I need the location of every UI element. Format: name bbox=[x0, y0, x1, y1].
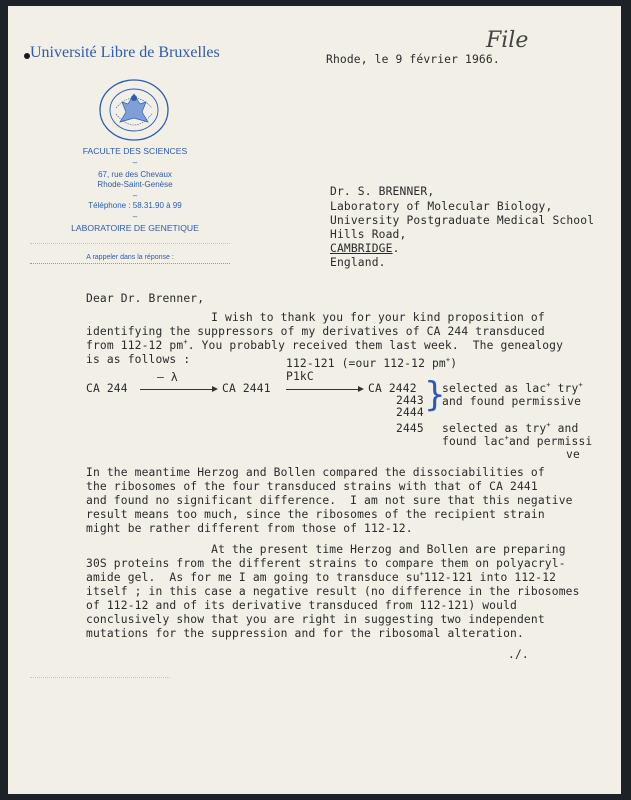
salutation: Dear Dr. Brenner, bbox=[86, 292, 205, 305]
recipient-country: England. bbox=[330, 256, 386, 269]
sup-plus: + bbox=[183, 338, 188, 347]
para3-sup-plus: + bbox=[419, 570, 425, 579]
para2-line3: and found no significant difference. I am not sure that this negative bbox=[86, 494, 573, 507]
recipient-line3: Hills Road, bbox=[330, 228, 407, 241]
handwritten-annotation: File bbox=[486, 28, 529, 53]
para1-line4: is as follows : bbox=[86, 353, 191, 366]
recipient-city-suffix: . bbox=[392, 242, 400, 255]
para2-line2: the ribosomes of the four transduced strains with that of CA 2441 bbox=[86, 480, 538, 493]
gen-sel1-plus2: + bbox=[578, 381, 583, 390]
dash-1: – bbox=[132, 158, 138, 167]
dash-3: – bbox=[132, 212, 138, 221]
gen-sel1-line2: and found permissive bbox=[442, 395, 582, 408]
gen-sel1-b: try bbox=[550, 382, 579, 395]
gen-2444: 2444 bbox=[396, 406, 424, 419]
reminder-line bbox=[30, 263, 230, 264]
gen-sel2-plus1: + bbox=[546, 421, 551, 430]
date-line: Rhode, le 9 février 1966. bbox=[326, 53, 500, 66]
gen-transducer bbox=[286, 357, 457, 370]
gen-p1kc: P1kC bbox=[286, 370, 314, 383]
para2-line1: In the meantime Herzog and Bollen compared the dissociabilities of bbox=[86, 466, 545, 479]
address-street: 67, rue des Chevaux bbox=[98, 170, 172, 179]
para3-line3a: amide gel. As for me I am going to transduce su bbox=[86, 571, 420, 584]
gen-sel1-a: selected as lac bbox=[442, 382, 547, 395]
gen-sel1-line1 bbox=[442, 382, 583, 395]
gen-ca2441: CA 2441 bbox=[222, 382, 271, 395]
gen-sel2-plus2: + bbox=[504, 434, 509, 443]
para3-line5: of 112-12 and of its derivative transduced from 112-121) would bbox=[86, 599, 517, 612]
para3-line3 bbox=[86, 571, 556, 584]
gen-2443: 2443 bbox=[396, 394, 424, 407]
recipient-line1: Laboratory of Molecular Biology, bbox=[330, 200, 553, 213]
university-seal bbox=[96, 78, 172, 147]
dash-2: – bbox=[132, 191, 138, 200]
gen-ca244: CA 244 bbox=[86, 382, 128, 395]
para1-line1: I wish to thank you for your kind proposition of bbox=[86, 311, 545, 324]
para2-line5: might be rather different from those of 112-12. bbox=[86, 522, 413, 535]
footer-dotted-rule bbox=[30, 677, 170, 678]
gen-sel2-line3: ve bbox=[566, 448, 580, 461]
gen-sel2-c: found lac bbox=[442, 435, 505, 448]
para1-line2: identifying the suppressors of my derivatives of CA 244 transduced bbox=[86, 325, 545, 338]
para1-line3a: from 112-12 pm bbox=[86, 339, 184, 352]
gen-ca2442: CA 2442 bbox=[368, 382, 417, 395]
recipient-city: CAMBRIDGE bbox=[330, 242, 393, 255]
gen-sel2-d: and permissi bbox=[508, 435, 593, 448]
continuation-mark: ./. bbox=[508, 648, 529, 661]
para1-line3 bbox=[86, 339, 563, 352]
faculty-name: FACULTE DES SCIENCES bbox=[82, 146, 188, 156]
gen-sel1-plus1: + bbox=[546, 381, 551, 390]
recipient-city-line bbox=[330, 242, 400, 255]
recipient-line2: University Postgraduate Medical School bbox=[330, 214, 595, 227]
gen-transducer-a: 112-121 (=our 112-12 pm bbox=[286, 357, 446, 370]
gen-minus-lambda: – λ bbox=[157, 371, 178, 384]
arrow-2 bbox=[286, 389, 362, 390]
reminder-label: A rappeler dans la réponse : bbox=[86, 254, 174, 261]
gen-transducer-plus: + bbox=[445, 356, 451, 365]
address-city: Rhode-Saint-Genèse bbox=[97, 180, 173, 189]
telephone: Téléphone : 58.31.90 à 99 bbox=[88, 201, 182, 210]
gen-transducer-b: ) bbox=[450, 357, 458, 370]
university-name: Université Libre de Bruxelles bbox=[30, 44, 220, 61]
para3-line2: 30S proteins from the different strains to compare them on polyacryl- bbox=[86, 557, 566, 570]
para3-line7: mutations for the suppression and for the ribosomal alteration. bbox=[86, 627, 524, 640]
para3-line6: conclusively show that you are right in suggesting two independent bbox=[86, 613, 545, 626]
gen-sel2-a: selected as try bbox=[442, 422, 547, 435]
gen-sel2-line2 bbox=[442, 435, 592, 448]
para2-line4: result means too much, since the ribosomes of the recipient strain bbox=[86, 508, 545, 521]
para3-line3b: 112-121 into 112-12 bbox=[424, 571, 557, 584]
lab-name: LABORATOIRE DE GENETIQUE bbox=[71, 223, 199, 233]
divider-dotted bbox=[30, 243, 230, 244]
para1-line3b: . You probably received them last week. The genealogy bbox=[187, 339, 564, 352]
gen-2445: 2445 bbox=[396, 422, 424, 435]
para3-line1: At the present time Herzog and Bollen are preparing bbox=[86, 543, 566, 556]
arrow-1 bbox=[140, 389, 216, 390]
para3-line4: itself ; in this case a negative result (no difference in the ribosomes bbox=[86, 585, 580, 598]
recipient-name: Dr. S. BRENNER, bbox=[330, 185, 435, 198]
brace-icon: } bbox=[424, 375, 446, 415]
gen-sel2-line1 bbox=[442, 422, 578, 435]
gen-sel2-b: and bbox=[550, 422, 579, 435]
